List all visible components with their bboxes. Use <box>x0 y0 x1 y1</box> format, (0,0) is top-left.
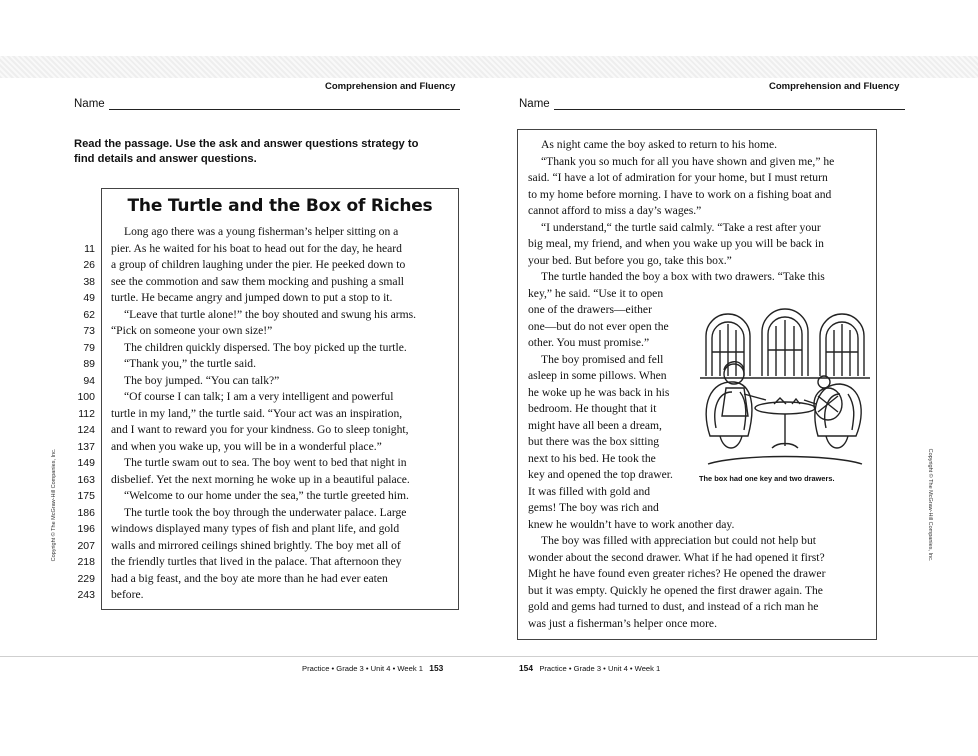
illustration-caption: The box had one key and two drawers. <box>699 474 835 483</box>
passage-line: The children quickly dispersed. The boy picked up the turtle. <box>124 340 407 354</box>
passage-line: The turtle took the boy through the underwater palace. Large <box>124 505 407 519</box>
passage-line: cannot afford to miss a day’s wages.” <box>528 204 702 217</box>
line-number: 62 <box>83 308 95 321</box>
right-footer <box>519 663 660 673</box>
left-copyright: Copyright © The McGraw-Hill Companies, Inc. <box>51 448 57 562</box>
line-number: 89 <box>83 358 95 370</box>
left-name-line[interactable] <box>109 99 460 110</box>
left-name-label: Name <box>74 98 105 110</box>
right-name-row <box>519 98 905 110</box>
passage-line: Long ago there was a young fisherman’s helper sitting on a <box>124 225 399 238</box>
passage-line: The boy jumped. “You can talk?” <box>124 373 280 387</box>
passage-line: see the commotion and saw them mocking and pushing a small <box>111 274 405 288</box>
story-title: The Turtle and the Box of Riches <box>127 196 433 216</box>
passage-line: big meal, my friend, and when you wake up you will be back in <box>528 237 824 250</box>
passage-line: “Welcome to our home under the sea,” the turtle greeted him. <box>124 489 409 502</box>
passage-line: before. <box>111 588 144 601</box>
line-number <box>60 224 95 241</box>
passage-line: “Of course I can talk; I am a very intelligent and powerful <box>124 390 394 403</box>
passage-line: key and opened the top drawer. <box>528 468 673 481</box>
passage-line: The turtle handed the boy a box with two drawers. “Take this <box>541 270 825 283</box>
left-passage <box>111 224 456 604</box>
right-name-line[interactable] <box>554 99 905 110</box>
passage-line: said. “I have a lot of admiration for your home, but I must return <box>528 171 828 184</box>
passage-line: “Thank you,” the turtle said. <box>124 357 256 370</box>
passage-line: one of the drawers—either <box>528 303 652 316</box>
passage-line: “Thank you so much for all you have shown and given me,” he <box>541 154 835 168</box>
palace-illustration-drawing <box>700 296 870 468</box>
left-page-header: Comprehension and Fluency <box>325 81 456 92</box>
passage-line: knew he wouldn’t have to work another day. <box>528 517 735 531</box>
passage-line: your bed. But before you go, take this box.” <box>528 253 732 267</box>
passage-line: wonder about the second drawer. What if he had opened it first? <box>528 550 825 564</box>
passage-line: a group of children laughing under the pier. He peeked down to <box>111 258 406 271</box>
line-number: 163 <box>77 473 95 486</box>
line-number: 100 <box>77 391 95 403</box>
passage-line: he woke up he was back in his <box>528 385 670 399</box>
left-footer <box>302 663 443 673</box>
passage-line: but it was empty. Quickly he opened the first drawer again. The <box>528 583 823 597</box>
line-number: 229 <box>77 572 95 585</box>
right-page-header: Comprehension and Fluency <box>769 81 900 92</box>
line-number: 175 <box>77 490 95 502</box>
line-number: 137 <box>77 440 95 453</box>
passage-line: The boy was filled with appreciation but could not help but <box>541 534 816 547</box>
line-number: 149 <box>77 457 95 469</box>
line-number: 124 <box>77 424 95 436</box>
passage-line: to my home before morning. I have to work on a fishing boat and <box>528 187 832 201</box>
passage-line: disbelief. Yet the next morning he woke up in a beautiful palace. <box>111 472 410 486</box>
line-number: 11 <box>84 242 95 255</box>
passage-line: walls and mirrored ceilings shined brightly. The boy met all of <box>111 538 401 552</box>
right-page-number: 154 <box>519 663 533 673</box>
passage-line: gems! The boy was rich and <box>528 501 659 514</box>
passage-line: the friendly turtles that lived in the palace. That afternoon they <box>111 555 402 568</box>
left-page-number: 153 <box>429 663 444 673</box>
passage-line: was just a fisherman’s helper once more. <box>528 616 717 630</box>
passage-line: turtle. He became angry and jumped down to put a stop to it. <box>111 291 393 304</box>
passage-line: “Pick on someone your own size!” <box>111 324 273 337</box>
line-number: 79 <box>83 341 95 354</box>
right-footer-text: Practice • Grade 3 • Unit 4 • Week 1 <box>539 664 661 673</box>
passage-line: windows displayed many types of fish and plant life, and gold <box>111 522 400 535</box>
line-number: 218 <box>77 556 95 568</box>
top-band <box>0 56 978 78</box>
passage-line: pier. As he waited for his boat to head out for the day, he heard <box>111 241 402 255</box>
right-name-label: Name <box>519 98 550 110</box>
left-name-row <box>74 98 460 110</box>
passage-line: next to his bed. He took the <box>528 451 656 465</box>
instructions-line: Read the passage. Use the ask and answer questions strategy to <box>74 138 419 150</box>
passage-line: Might he have found even greater riches? He opened the drawer <box>528 567 826 580</box>
passage-line: and when you wake up, you will be in a wonderful place.” <box>111 439 382 453</box>
passage-line: had a big feast, and the boy ate more than he had ever eaten <box>111 571 388 585</box>
passage-line: As night came the boy asked to return to his home. <box>541 138 778 151</box>
line-number: 49 <box>83 292 95 304</box>
footer-divider <box>0 656 978 657</box>
line-numbers <box>60 224 95 604</box>
passage-line: but there was the box sitting <box>528 435 660 448</box>
line-number: 196 <box>77 523 95 535</box>
line-number: 38 <box>83 275 95 288</box>
passage-line: key,” he said. “Use it to open <box>528 286 664 300</box>
passage-line: “Leave that turtle alone!” the boy shouted and swung his arms. <box>124 307 417 321</box>
instructions <box>74 137 444 167</box>
passage-line: might have all been a dream, <box>528 418 662 432</box>
line-number: 94 <box>83 374 95 387</box>
palace-illustration <box>700 296 870 468</box>
line-number: 207 <box>77 539 95 552</box>
passage-line: gold and gems had turned to dust, and instead of a rich man he <box>528 600 819 613</box>
passage-line: The boy promised and fell <box>541 352 664 366</box>
line-number: 243 <box>77 589 95 601</box>
line-number: 26 <box>83 259 95 271</box>
passage-line: turtle in my land,” the turtle said. “Your act was an inspiration, <box>111 406 403 420</box>
passage-line: and I want to reward you for your kindness. Go to sleep tonight, <box>111 423 409 436</box>
passage-line: “I understand,“ the turtle said calmly. “Take a rest after your <box>541 220 821 234</box>
right-copyright: Copyright © The McGraw-Hill Companies, Inc. <box>927 448 933 562</box>
passage-line: bedroom. He thought that it <box>528 402 657 415</box>
left-footer-text: Practice • Grade 3 • Unit 4 • Week 1 <box>302 664 423 673</box>
passage-line: other. You must promise.” <box>528 336 650 349</box>
line-number: 112 <box>78 407 95 420</box>
passage-line: asleep in some pillows. When <box>528 369 667 382</box>
passage-line: The turtle swam out to sea. The boy went to bed that night in <box>124 456 407 469</box>
line-number: 73 <box>83 325 95 337</box>
instructions-line: find details and answer questions. <box>74 153 257 165</box>
passage-line: It was filled with gold and <box>528 484 651 498</box>
line-number: 186 <box>77 506 95 519</box>
passage-line: one—but do not ever open the <box>528 319 669 333</box>
